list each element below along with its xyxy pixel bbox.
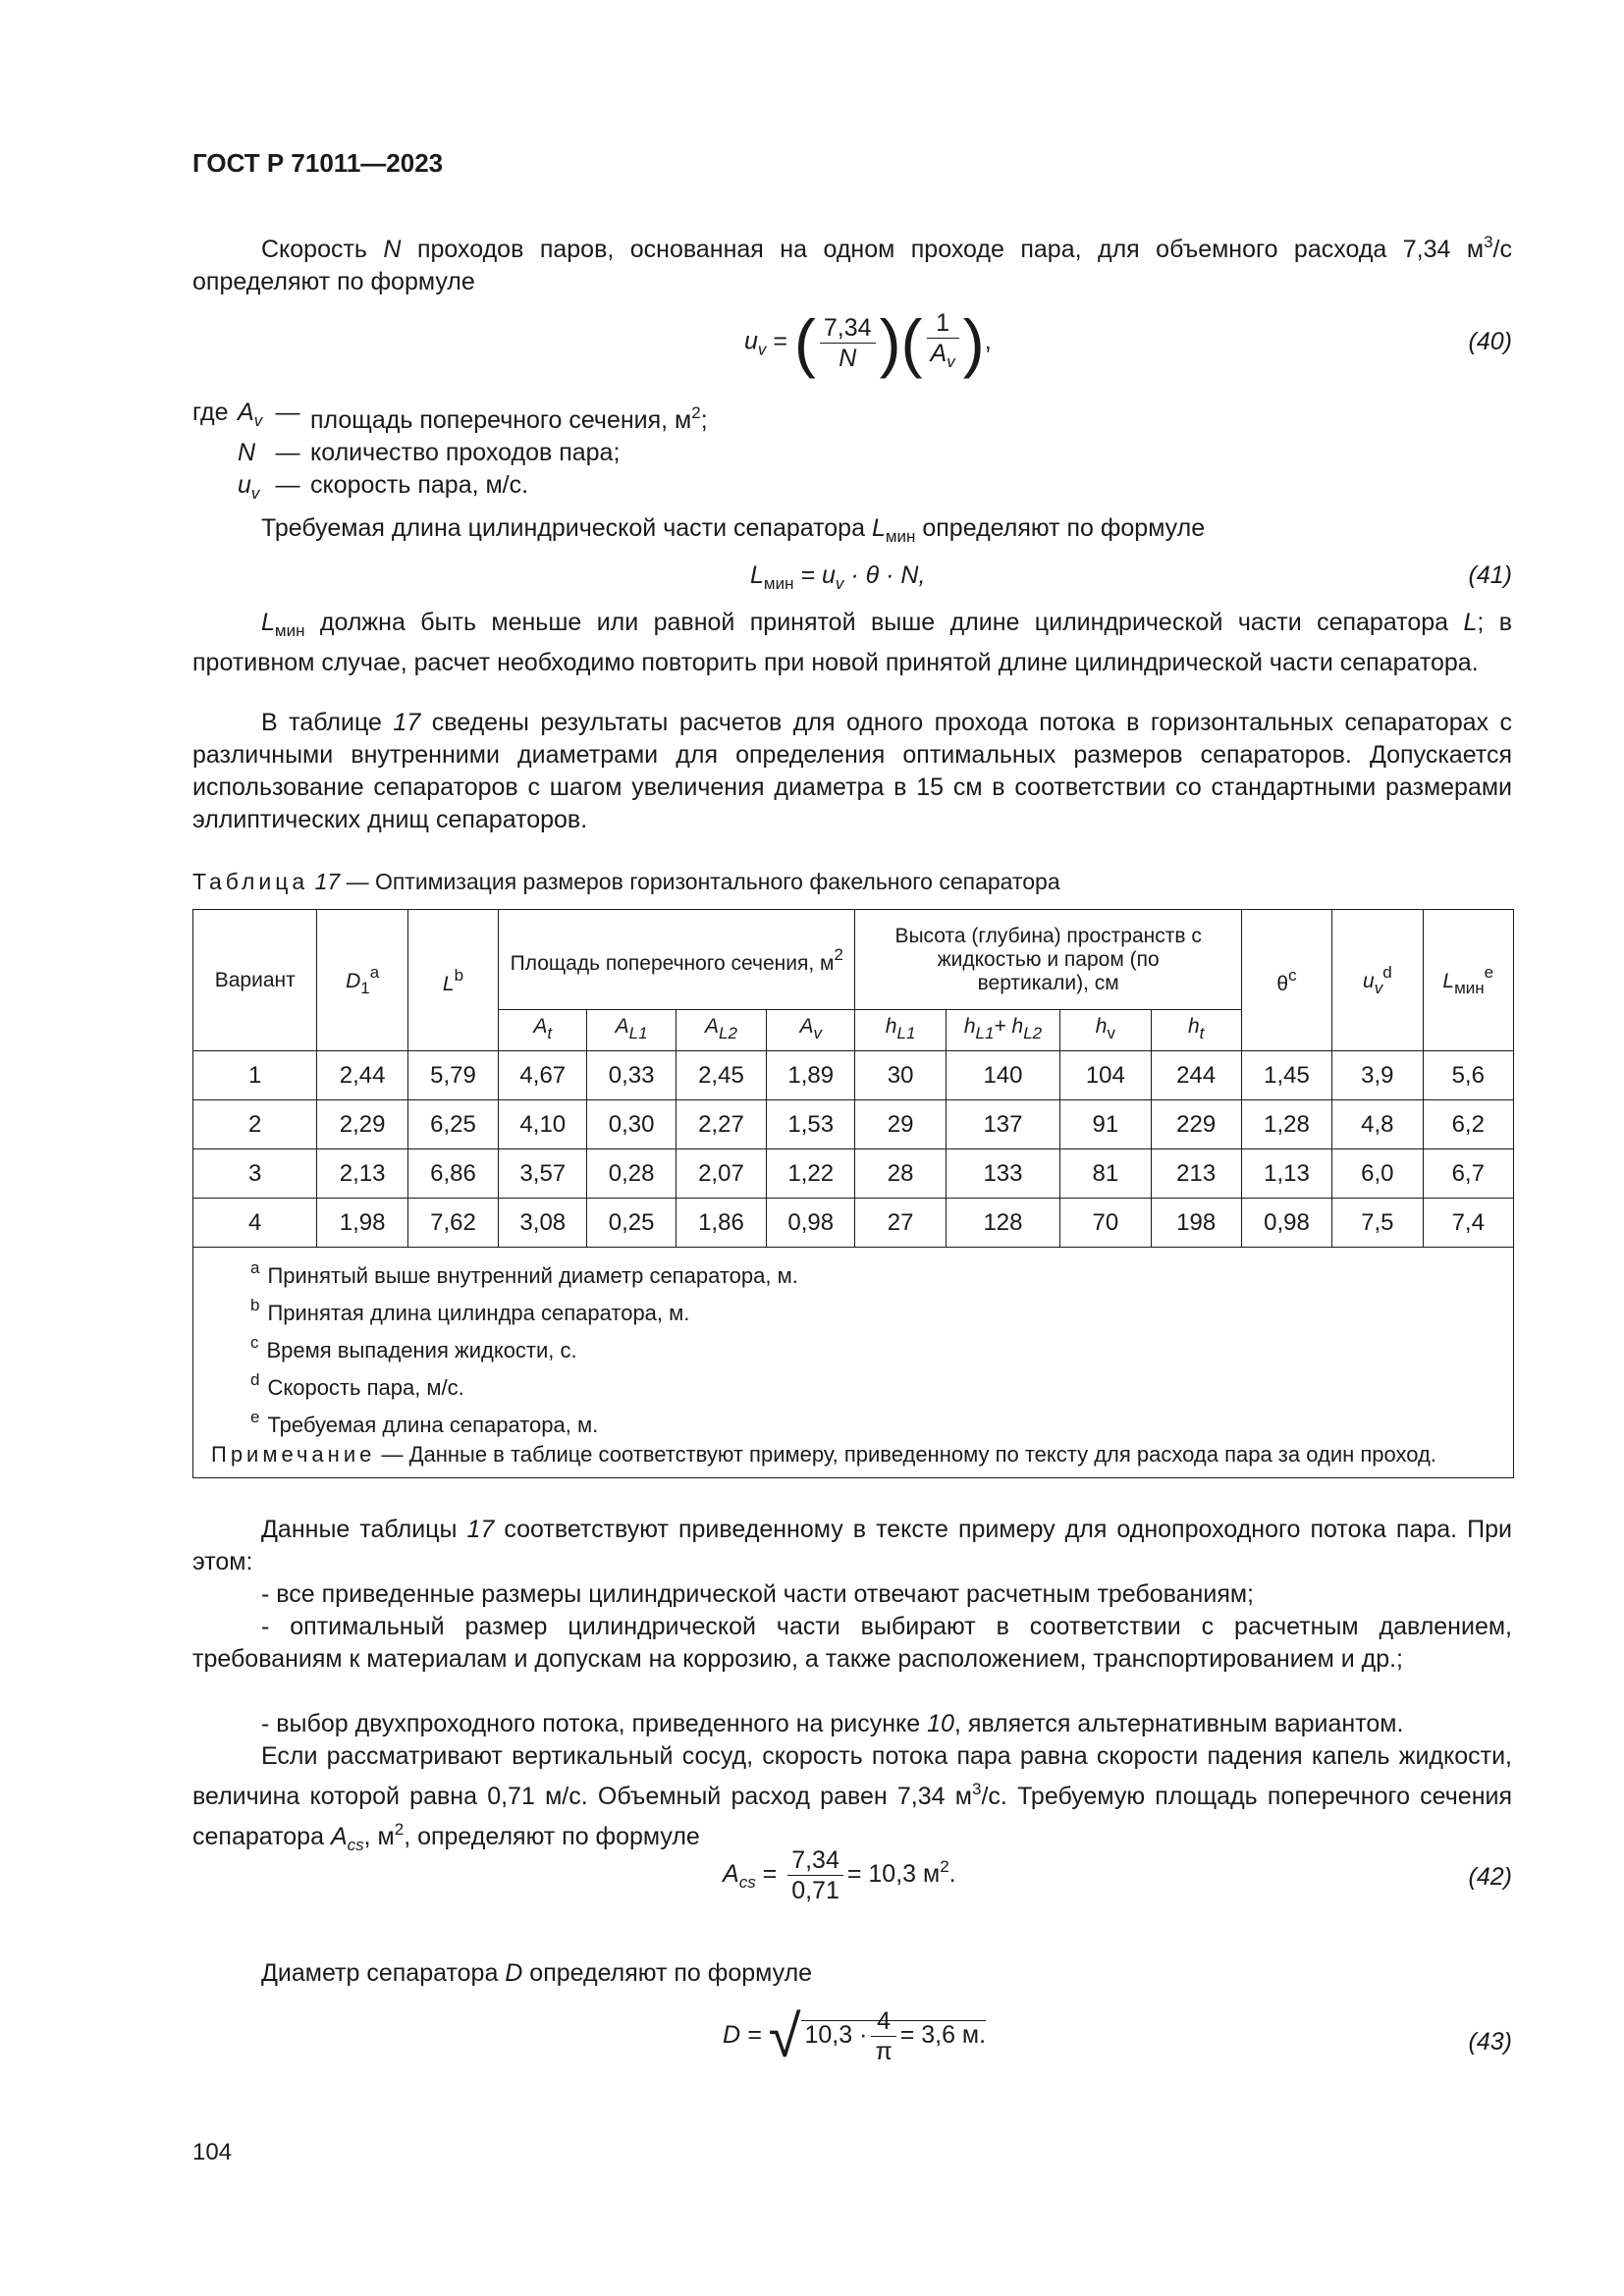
footnote-text: Принятая длина цилиндра сепаратора, м. <box>267 1301 690 1325</box>
table-footnote <box>250 1403 1495 1440</box>
table-cell: 244 <box>1151 1051 1241 1100</box>
where-item <box>192 437 708 469</box>
table-cell: 6,25 <box>407 1100 498 1149</box>
formula-42-number: (42) <box>1468 1863 1512 1891</box>
where-prefix: где <box>192 399 229 426</box>
header-d1: $D_1^a$ <box>317 910 407 1051</box>
table-row <box>193 1100 1514 1149</box>
paragraph-required-length: Требуемая длина цилиндрической части сепаратора $L_{мин}$ определяют по формуле <box>261 514 1206 546</box>
table-cell: 6,86 <box>407 1149 498 1199</box>
table-cell: 2,07 <box>676 1149 766 1199</box>
formula-41-number: (41) <box>1468 561 1512 589</box>
table-cell: 133 <box>946 1149 1059 1199</box>
table-cell: 0,33 <box>587 1051 676 1100</box>
where-desc-sup: 2 <box>691 403 701 422</box>
eq41-uv-sub: v <box>835 574 844 593</box>
eq40-lhs-sub: v <box>757 340 767 359</box>
separator-optimization-table <box>192 909 1514 1478</box>
paragraph-speed-intro: Скорость N проходов паров, основанная на одном проходе пара, для объемного расхода 7,34 $м^3/с$ определяют по формуле <box>192 233 1512 295</box>
bullet-item: - все приведенные размеры цилиндрической части отвечают расчетным требованиям; <box>261 1580 1254 1608</box>
table-cell: 0,98 <box>1241 1199 1331 1248</box>
eq43-lhs: D = <box>723 2021 762 2050</box>
document-header: ГОСТ Р 71011—2023 <box>192 148 444 178</box>
eq41-theta-n: · θ · N, <box>843 561 926 589</box>
table-cell: 7,4 <box>1423 1199 1514 1248</box>
where-prefix <box>192 469 238 509</box>
table-cell: 140 <box>946 1051 1059 1100</box>
eq41-lmin-sub: мин <box>763 574 794 593</box>
table-footnote <box>250 1365 1495 1403</box>
eq40-den1: N <box>839 344 857 372</box>
header-lmin: $L_{мин}^e$ <box>1423 910 1514 1051</box>
eq43-rad-b: = 3,6 м. <box>899 2021 987 2050</box>
table-cell: 198 <box>1151 1199 1241 1248</box>
footnote-mark: d <box>250 1370 260 1389</box>
footnote-mark: c <box>250 1333 259 1352</box>
table-cell: 5,79 <box>407 1051 498 1100</box>
table-cell: 2,27 <box>676 1100 766 1149</box>
formula-42: $A_{cs}$ = $\frac{7,34}{0,71}$ = 10,3 $м^2$. (42) <box>723 1846 1512 1904</box>
bullet-item: - оптимальный размер цилиндрической части выбирают в соответствии с расчетным давлением, требованиям к материалам и допускам на коррозию, а также расположением, транспортированием и др.; <box>192 1613 1512 1673</box>
subheader-hv: $h_v$ <box>1060 1010 1151 1051</box>
bullet-item-figure: - выбор двухпроходного потока, приведенного на рисунке 10, является альтернативным вариантом. <box>261 1710 1404 1737</box>
table-row <box>193 1199 1514 1248</box>
table-cell: 1 <box>193 1051 317 1100</box>
table-caption <box>192 866 1060 898</box>
table-caption-number: 17 <box>314 869 341 894</box>
footnote-text: Требуемая длина сепаратора, м. <box>267 1413 599 1437</box>
table-cell: 1,28 <box>1241 1100 1331 1149</box>
table-cell: 4,67 <box>499 1051 587 1100</box>
subheader-hl1-hl2: $h_{L1}+ h_{L2}$ <box>946 1010 1059 1051</box>
formula-43 <box>192 2003 1512 2077</box>
formula-43-number: (43) <box>1468 2028 1512 2056</box>
paragraph-table-conclusion: Данные таблицы 17 соответствуют приведенному в тексте примеру для однопроходного потока пара. При этом: <box>192 1516 1512 1575</box>
table-cell: 137 <box>946 1100 1059 1149</box>
table-footnote <box>250 1291 1495 1328</box>
where-symbol: N <box>238 439 256 466</box>
table-cell: 1,98 <box>317 1199 407 1248</box>
table-row <box>193 1149 1514 1199</box>
table-note <box>211 1440 1495 1469</box>
header-theta: $\theta^c$ <box>1241 910 1331 1051</box>
footnote-mark: b <box>250 1296 260 1314</box>
table-caption-title: — Оптимизация размеров горизонтального факельного сепаратора <box>346 869 1060 894</box>
header-area: Площадь поперечного сечения, $м^2$ <box>499 910 855 1010</box>
eq42-tail: . <box>948 1860 956 1889</box>
formula-41 <box>192 560 1512 595</box>
where-symbol: u <box>238 471 251 499</box>
sqrt-sign: √ <box>768 2003 801 2069</box>
footnote-mark: a <box>250 1258 260 1277</box>
table-cell: 1,89 <box>767 1051 855 1100</box>
where-symbol-sub: v <box>253 411 263 430</box>
header-variant: Вариант <box>193 910 317 1051</box>
table-footnote <box>250 1254 1495 1291</box>
table-footnotes <box>193 1248 1514 1478</box>
where-symbol-sub: v <box>250 484 260 503</box>
where-item <box>192 469 708 509</box>
where-item <box>192 397 708 437</box>
page-number: 104 <box>192 2139 233 2165</box>
table-cell: 2,29 <box>317 1100 407 1149</box>
eq43-rad-a: 10,3 · <box>804 2021 868 2050</box>
table-row <box>193 1051 1514 1100</box>
footnote-text: Время выпадения жидкости, с. <box>266 1338 577 1362</box>
table-cell: 27 <box>855 1199 946 1248</box>
eq42-rhs-sup: 2 <box>940 1857 949 1877</box>
eq43-radicand <box>801 2007 987 2065</box>
footnote-mark: e <box>250 1408 260 1426</box>
table-cell: 1,53 <box>767 1100 855 1149</box>
table-cell: 2,44 <box>317 1051 407 1100</box>
table-cell: 0,28 <box>587 1149 676 1199</box>
header-uv: $u_v^d$ <box>1332 910 1423 1051</box>
eq42-den: 0,71 <box>791 1877 839 1904</box>
table-cell: 28 <box>855 1149 946 1199</box>
table-cell: 4,10 <box>499 1100 587 1149</box>
table-cell: 2 <box>193 1100 317 1149</box>
header-l: $L^b$ <box>407 910 498 1051</box>
table-cell: 3 <box>193 1149 317 1199</box>
where-dash: — <box>275 399 300 426</box>
table-cell: 104 <box>1060 1051 1151 1100</box>
eq40-num2: 1 <box>927 308 959 339</box>
where-dash: — <box>275 471 300 499</box>
formula-40-number: (40) <box>1468 328 1512 355</box>
table-cell: 1,22 <box>767 1149 855 1199</box>
eq41-uv: = u <box>793 561 836 589</box>
eq43-den: π <box>875 2038 893 2065</box>
table-cell: 7,62 <box>407 1199 498 1248</box>
table-cell: 0,98 <box>767 1199 855 1248</box>
table-cell: 6,7 <box>1423 1149 1514 1199</box>
where-prefix <box>192 437 238 469</box>
subheader-ht: $h_t$ <box>1151 1010 1241 1051</box>
table-cell: 128 <box>946 1199 1059 1248</box>
footnote-text: Скорость пара, м/с. <box>267 1375 464 1400</box>
table-cell: 3,57 <box>499 1149 587 1199</box>
table-note-label: Примечание <box>211 1442 376 1467</box>
table-cell: 213 <box>1151 1149 1241 1199</box>
table-caption-label: Таблица <box>192 869 309 894</box>
table-cell: 6,2 <box>1423 1100 1514 1149</box>
table-cell: 29 <box>855 1100 946 1149</box>
where-desc: площадь поперечного сечения, м <box>310 406 692 434</box>
paragraph-lmin-condition: $L_{мин}$ должна быть меньше или равной принятой выше длине цилиндрической части сепаратора L; в противном случае, расчет необходимо повторить при новой принятой длине цилиндрической части сепаратора. <box>192 609 1512 676</box>
where-dash: — <box>275 439 300 466</box>
table-cell: 70 <box>1060 1199 1151 1248</box>
eq40-den2: A <box>930 340 947 367</box>
eq43-num: 4 <box>871 2006 895 2037</box>
subheader-hl1: $h_{L1}$ <box>855 1010 946 1051</box>
table-cell: 4,8 <box>1332 1100 1423 1149</box>
eq42-num: 7,34 <box>787 1845 843 1876</box>
table-note-text: — Данные в таблице соответствуют примеру, приведенному по тексту для расхода пара за один проход. <box>381 1442 1436 1467</box>
paragraph-table-intro: В таблице 17 сведены результаты расчетов для одного прохода потока в горизонтальных сепараторах с различными внутренними диаметрами для определения оптимальных размеров сепараторов. Допускается использование сепараторов с шагом увеличения диаметра в 15 см в соответствии со стандартными размерами эллиптических днищ сепараторов. <box>192 709 1512 833</box>
table-cell: 1,86 <box>676 1199 766 1248</box>
table-cell: 1,13 <box>1241 1149 1331 1199</box>
eq42-rhs: = 10,3 м <box>846 1860 941 1889</box>
paragraph-diameter: Диаметр сепаратора D определяют по формуле <box>261 1959 813 1987</box>
table-cell: 0,25 <box>587 1199 676 1248</box>
where-symbol: A <box>238 399 254 426</box>
footnote-text: Принятый выше внутренний диаметр сепаратора, м. <box>267 1263 798 1288</box>
eq42-lhs: A <box>723 1860 739 1889</box>
eq40-num1: 7,34 <box>820 313 876 344</box>
table-cell: 0,30 <box>587 1100 676 1149</box>
table-cell: 30 <box>855 1051 946 1100</box>
subheader-al2: $A_{L2}$ <box>676 1010 766 1051</box>
table-cell: 81 <box>1060 1149 1151 1199</box>
where-desc: количество проходов пара; <box>310 439 621 466</box>
table-cell: 229 <box>1151 1100 1241 1149</box>
subheader-at: $A_t$ <box>499 1010 587 1051</box>
table-cell: 3,9 <box>1332 1051 1423 1100</box>
table-cell: 7,5 <box>1332 1199 1423 1248</box>
formula-40: $u_v$ = ( $\frac{7,34}{N}$ )( $\frac{1}{A_v}$ ), (40) <box>744 306 1512 379</box>
eq42-lhs-sub: cs <box>738 1873 756 1893</box>
eq40-den2-sub: v <box>947 352 955 371</box>
table-cell: 2,13 <box>317 1149 407 1199</box>
table-cell: 4 <box>193 1199 317 1248</box>
where-desc: скорость пара, м/с. <box>310 471 529 499</box>
where-list <box>192 397 708 509</box>
header-height: Высота (глубина) пространств с жидкостью и паром (по вертикали), см <box>855 910 1241 1010</box>
where-tail: ; <box>700 406 708 434</box>
table-cell: 91 <box>1060 1100 1151 1149</box>
paragraph-vertical-vessel: Если рассматривают вертикальный сосуд, скорость потока пара равна скорости падения капель жидкости, величина которой равна 0,71 м/с. Объемный расход равен 7,34 $м^3/с$. Требуемую площадь поперечного сечения сепаратора $A_{cs}$, $м^2$, определяют по формулe <box>192 1742 1512 1854</box>
eq41-lmin: L <box>750 561 764 589</box>
table-cell: 6,0 <box>1332 1149 1423 1199</box>
table-cell: 1,45 <box>1241 1051 1331 1100</box>
eq40-lhs: u <box>744 327 758 355</box>
subheader-al1: $A_{L1}$ <box>587 1010 676 1051</box>
subheader-av: $A_v$ <box>767 1010 855 1051</box>
table-cell: 3,08 <box>499 1199 587 1248</box>
table-footnote <box>250 1328 1495 1365</box>
table-cell: 2,45 <box>676 1051 766 1100</box>
table-cell: 5,6 <box>1423 1051 1514 1100</box>
